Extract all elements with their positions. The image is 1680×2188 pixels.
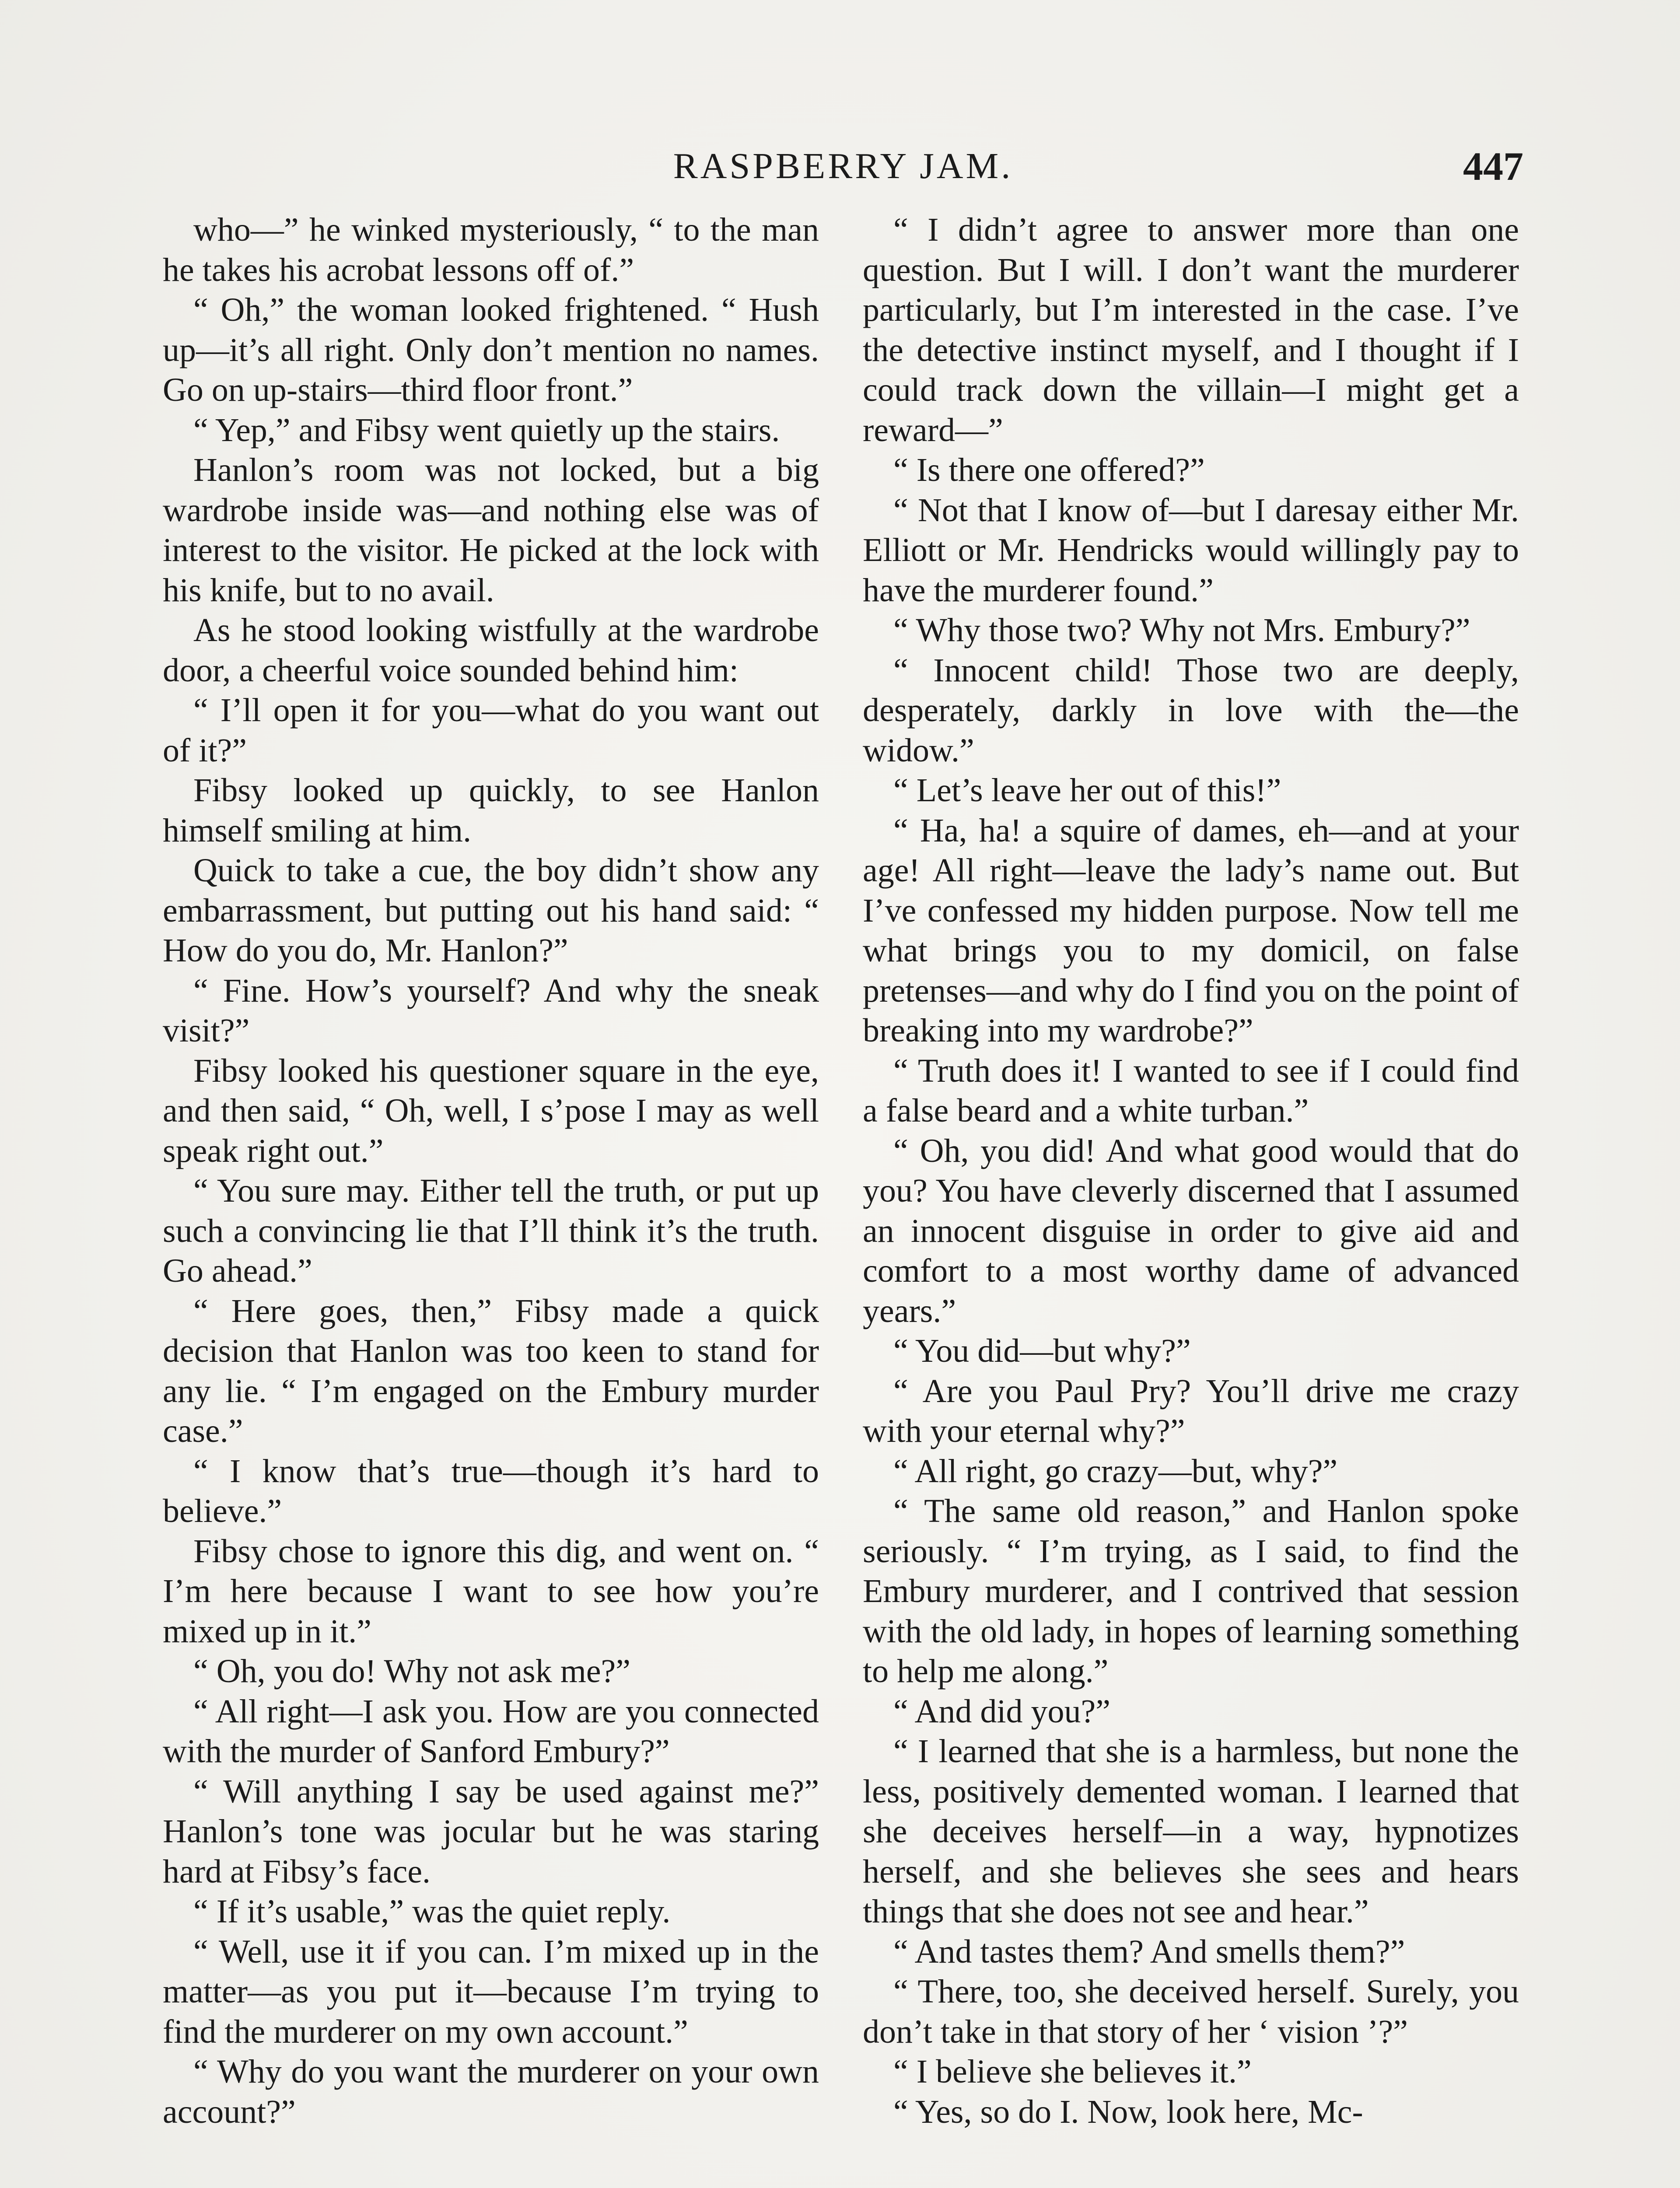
paragraph: “ Why those two? Why not Mrs. Embury?” — [893, 612, 1470, 649]
paragraph: “ And did you?” — [893, 1693, 1111, 1730]
paragraph: “ Ha, ha! a squire of dames, eh—and at your age! All right—leave the lady’s name out. But I’ve confessed my hidden purpose. Now tell me what brings you to my domicil, on false pretenses—and why do I find you on the point of breaking into my wardrobe?” — [863, 812, 1519, 1049]
paragraph: “ I know that’s true—though it’s hard to believe.” — [163, 1452, 819, 1529]
paragraph: “ You sure may. Either tell the truth, or put up such a convincing lie that I’ll think it’s the truth. Go ahead.” — [163, 1172, 819, 1289]
paragraph: “ Yep,” and Fibsy went quietly up the stairs. — [193, 411, 780, 449]
paragraph: “ Oh,” the woman looked frightened. “ Hush up—it’s all right. Only don’t mention no names. Go on up-stairs—third floor front.” — [163, 291, 819, 408]
paragraph: “ All right, go crazy—but, why?” — [893, 1452, 1338, 1490]
paragraph: “ There, too, she deceived herself. Surely, you don’t take in that story of her ‘ vision ’?” — [863, 1973, 1519, 2050]
paragraph: “ The same old reason,” and Hanlon spoke seriously. “ I’m trying, as I said, to find the Embury murderer, and I contrived that session with the old lady, in hopes of learning something to help me along.” — [863, 1493, 1519, 1690]
paragraph: “ I believe she believes it.” — [893, 2053, 1252, 2090]
paragraph: Quick to take a cue, the boy didn’t show any embarrassment, but putting out his hand said: “ How do you do, Mr. Hanlon?” — [163, 852, 819, 969]
paragraph: “ All right—I ask you. How are you connected with the murder of Sanford Embury?” — [163, 1693, 819, 1770]
paragraph: who—” he winked mysteriously, “ to the man he takes his acrobat lessons off of.” — [163, 211, 819, 288]
paragraph: “ I didn’t agree to answer more than one question. But I will. I don’t want the murderer particularly, but I’m interested in the case. I’ve the detective instinct myself, and I thought if I could track down the villain—I might get a reward—” — [863, 211, 1519, 449]
paragraph: “ Here goes, then,” Fibsy made a quick decision that Hanlon was too keen to stand for any lie. “ I’m engaged on the Embury murder case.” — [163, 1292, 819, 1449]
paragraph: “ Oh, you did! And what good would that do you? You have cleverly discerned that I assumed an innocent disguise in order to give aid and comfort to a most worthy dame of advanced years.” — [863, 1132, 1519, 1329]
paragraph: Fibsy looked up quickly, to see Hanlon himself smiling at him. — [163, 772, 819, 849]
paragraph: “ Not that I know of—but I daresay either Mr. Elliott or Mr. Hendricks would willingly pay to have the murderer found.” — [863, 491, 1519, 609]
paragraph: Hanlon’s room was not locked, but a big wardrobe inside was—and nothing else was of interest to the visitor. He picked at the lock with his knife, but to no avail. — [163, 452, 819, 609]
paragraph: “ And tastes them? And smells them?” — [893, 1933, 1405, 1970]
paragraph: “ If it’s usable,” was the quiet reply. — [193, 1893, 671, 1930]
paragraph: “ You did—but why?” — [893, 1332, 1191, 1369]
paragraph: Fibsy chose to ignore this dig, and went on. “ I’m here because I want to see how you’re mixed up in it.” — [163, 1532, 819, 1650]
page-header — [163, 136, 1523, 197]
paragraph: “ Well, use it if you can. I’m mixed up in the matter—as you put it—because I’m trying to find the murderer on my own account.” — [163, 1933, 819, 2050]
paragraph: “ Innocent child! Those two are deeply, desperately, darkly in love with the—the widow.” — [863, 652, 1519, 769]
paragraph: “ Yes, so do I. Now, look here, Mc- — [893, 2093, 1363, 2130]
left-text-column — [163, 210, 819, 2188]
paragraph: “ Why do you want the murderer on your own account?” — [163, 2053, 819, 2130]
paragraph: Fibsy looked his questioner square in the eye, and then said, “ Oh, well, I s’pose I may as well speak right out.” — [163, 1052, 819, 1169]
paragraph: As he stood looking wistfully at the wardrobe door, a cheerful voice sounded behind him: — [163, 612, 819, 689]
paragraph: “ Oh, you do! Why not ask me?” — [193, 1653, 631, 1690]
paragraph: “ I learned that she is a harmless, but none the less, positively demented woman. I learned that she deceives herself—in a way, hypnotizes herself, and she believes she sees and hears things that she does not see and hear.” — [863, 1733, 1519, 1930]
running-title: RASPBERRY JAM. — [673, 146, 1013, 186]
paragraph: “ Fine. How’s yourself? And why the sneak visit?” — [163, 972, 819, 1049]
paragraph: “ I’ll open it for you—what do you want out of it?” — [163, 692, 819, 769]
paragraph: “ Let’s leave her out of this!” — [893, 772, 1281, 809]
paragraph: “ Truth does it! I wanted to see if I could find a false beard and a white turban.” — [863, 1052, 1519, 1129]
paragraph: “ Will anything I say be used against me?” Hanlon’s tone was jocular but he was staring hard at Fibsy’s face. — [163, 1773, 819, 1890]
paragraph: “ Is there one offered?” — [893, 452, 1205, 488]
right-text-column — [863, 210, 1519, 2188]
page-number: 447 — [1463, 144, 1523, 189]
paragraph: “ Are you Paul Pry? You’ll drive me crazy with your eternal why?” — [863, 1372, 1519, 1449]
